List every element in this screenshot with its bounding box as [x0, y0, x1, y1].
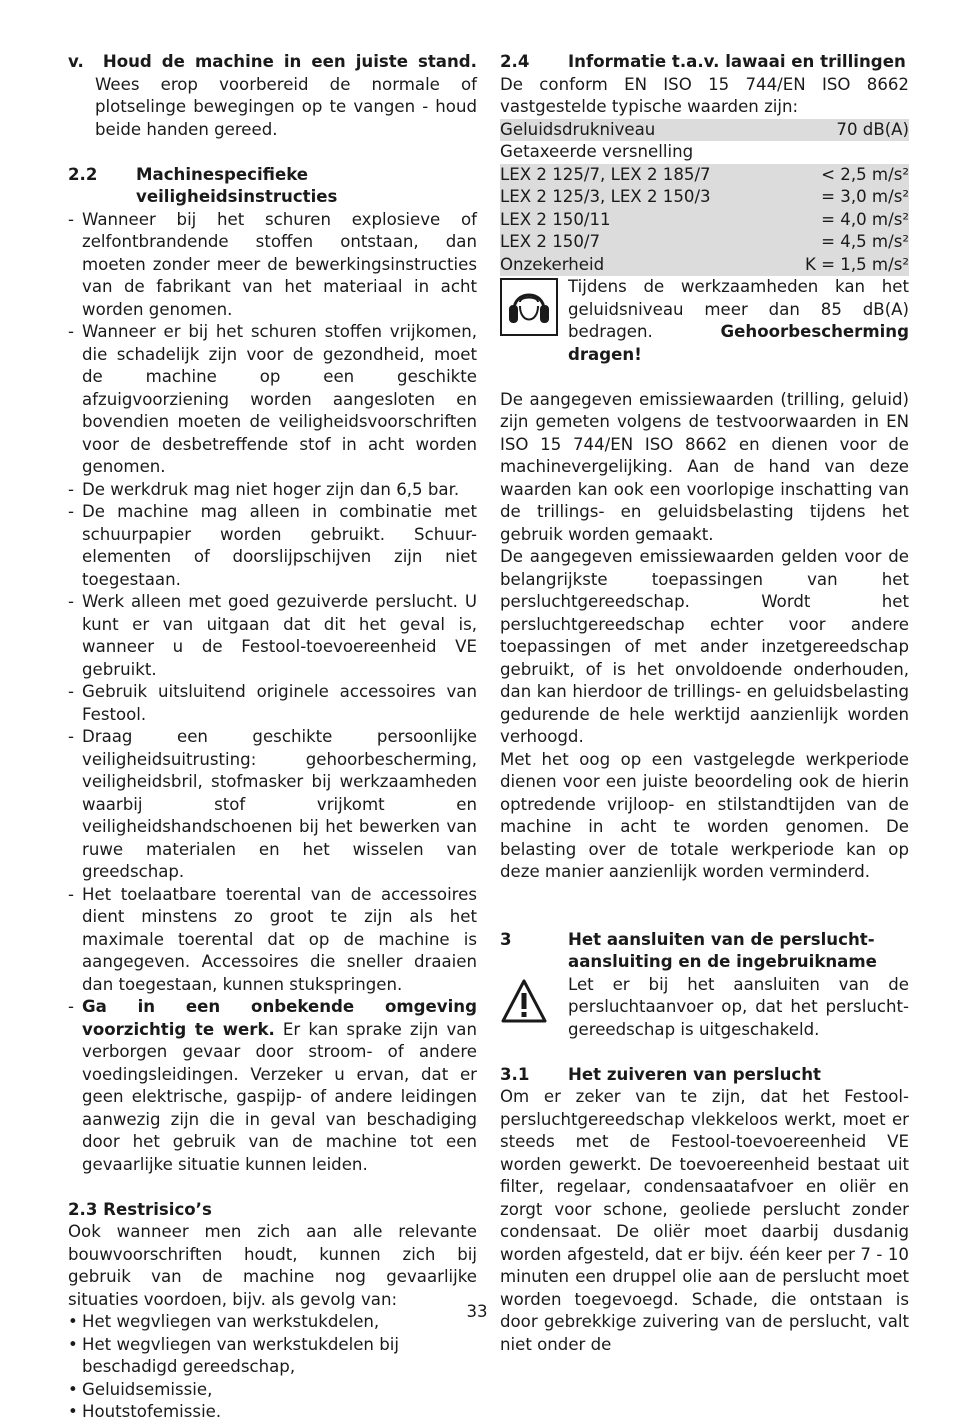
warning-note	[500, 974, 909, 1042]
table-row	[500, 209, 909, 232]
table-row	[500, 119, 909, 142]
list-item: • Geluidsemissie,	[68, 1379, 477, 1402]
table-row	[500, 186, 909, 209]
list-item: - De werkdruk mag niet hoger zijn dan 6,5 bar.	[68, 479, 477, 502]
table-cell-value: = 4,5 m/s²	[774, 231, 909, 254]
hearing-note-text	[568, 276, 909, 366]
hearing-note-bold: Gehoorbescherming dragen!	[568, 322, 909, 364]
section-number: 3.1	[500, 1064, 530, 1084]
section-3-heading	[500, 929, 909, 974]
table-row	[500, 164, 909, 187]
section-number: 2.4	[500, 52, 530, 71]
item-v	[68, 51, 477, 141]
hearing-note-body: Tijdens de werkzaamheden kan het geluidsniveau meer dan 85 dB(A) bedragen.	[568, 277, 909, 341]
list-item: • Houtstofemissie.	[68, 1401, 477, 1424]
table-cell-value: 70 dB(A)	[774, 119, 909, 142]
item-v-bold: Houd de machine in een juiste stand.	[102, 52, 477, 71]
list-item-bold: Ga in een onbekende omgeving voorzichtig te werk.	[82, 997, 477, 1039]
section-3-1-heading	[500, 1064, 909, 1087]
ear-protection-icon	[500, 278, 558, 336]
section-number: 3	[500, 929, 512, 949]
page-number: 33	[466, 1302, 488, 1321]
table-cell-label: Geluidsdrukniveau	[500, 119, 774, 142]
section-title: Machinespecifieke veiligheidsinstructies	[136, 164, 338, 206]
section-2-4-intro: De conform EN ISO 15 744/EN ISO 8662 vastgestelde typische waarden zijn:	[500, 74, 909, 116]
section-2-3-heading: 2.3 Restrisico’s	[68, 1199, 212, 1219]
right-column	[500, 51, 909, 1356]
risk-list	[68, 1311, 477, 1424]
left-column	[68, 51, 477, 1424]
safety-list	[68, 209, 477, 1177]
section-3-1-text: Om er zeker van te zijn, dat het Festool-persluchtgereedschap vlekkeloos werkt, moet er steeds met de Festool-toevoereenheid VE worden gewerkt. De toevoereenheid bestaat uit filter, regelaar, condensaatafvoer en oliër en zorgt voor schone, geoliede perslucht zonder condensaat. De oliër moet daarbij dusdanig worden afgesteld, dat er bijv. één keer per 7 - 10 minuten een druppel olie aan de perslucht moet worden toegevoegd. Schade, die ontstaan is door gebrekkige zuivering van de perslucht, valt niet onder de	[500, 1087, 909, 1354]
section-title: Informatie t.a.v. lawaai en trillingen	[568, 52, 906, 71]
section-2-4-heading	[500, 51, 909, 74]
hearing-note	[500, 276, 909, 366]
list-item: - Wanneer bij het schuren explosieve of zelfontbrandende stoffen ontstaan, dan moeten zonder meer de bewerkingsinstructies van de fabrikant van het materiaal in acht worden genomen.	[68, 209, 477, 322]
section-number: 2.2	[68, 164, 98, 184]
paragraph: Met het oog op een vastgelegde werkperiode dienen voor een juiste beoordeling ook de hierin optredende vrijloop- en stilstandtijden van de machine in acht te worden genomen. De belasting over de totale werkperiode kan op deze manier aanzienlijk worden verminderd.	[500, 749, 909, 881]
list-item: - De machine mag alleen in combinatie met schuurpapier worden gebruikt. Schuur-elementen of doorslijpschijven zijn niet toegestaan.	[68, 501, 477, 591]
item-v-label: v.	[68, 52, 84, 71]
table-row	[500, 231, 909, 254]
section-title: Het zuiveren van perslucht	[568, 1064, 821, 1084]
paragraph: De aangegeven emissiewaarden (trilling, geluid) zijn gemeten volgens de testvoorwaarden in EN ISO 15 744/EN ISO 8662 en dienen voor de machinevergelijking. Aan de hand van deze waarden kan ook een voorlopige inschatting van de trillings- en geluidsbelasting tijdens het gebruik worden gemaakt.	[500, 389, 909, 544]
values-table	[500, 119, 909, 277]
list-item: - Gebruik uitsluitend originele accessoires van Festool.	[68, 681, 477, 726]
table-cell-label: Getaxeerde versnelling	[500, 142, 694, 161]
list-item: • Het wegvliegen van werkstukdelen bij beschadigd gereedschap,	[68, 1334, 477, 1379]
table-row	[500, 141, 909, 164]
list-item-text: Er kan sprake zijn van verborgen gevaar door stroom- of andere voedingsleidingen. Verzeker u ervan, dat er geen elektrische, gaspijp- of andere leidingen aanwezig zijn die in geval van beschadiging door het gebruik van de machine tot een gevaarlijke situatie kunnen leiden.	[82, 1019, 477, 1174]
list-item: - Wanneer er bij het schuren stoffen vrijkomen, die schadelijk zijn voor de gezondheid, moet de machine op een geschikte afzuigvoorziening worden aangesloten en bovendien moeten de veiligheidsvoorschriften voor de desbetreffende stof in acht worden genomen.	[68, 321, 477, 479]
list-item: - Het toelaatbare toerental van de accessoires dient minstens zo groot te zijn als het maximale toerental dat op de machine is aangegeven. Accessoires die sneller draaien dan toegestaan, kunnen stukspringen.	[68, 884, 477, 997]
warning-text: Let er bij het aansluiten van de persluchtaanvoer op, dat het perslucht-gereedschap is uitgeschakeld.	[568, 974, 909, 1039]
list-item: • Het wegvliegen van werkstukdelen,	[68, 1311, 477, 1334]
warning-icon	[500, 978, 558, 1030]
table-cell-value: < 2,5 m/s²	[774, 164, 909, 187]
table-cell-value	[774, 141, 909, 164]
item-v-text: Wees erop voorbereid de normale of plotselinge bewegingen op te vangen - houd beide handen gereed.	[95, 74, 477, 139]
section-2-2-heading	[68, 164, 477, 209]
table-cell-label: LEX 2 150/7	[500, 231, 774, 254]
table-cell-label: LEX 2 125/3, LEX 2 150/3	[500, 186, 774, 209]
table-cell-label: Onzekerheid	[500, 254, 774, 277]
section-2-3-intro: Ook wanneer men zich aan alle relevante bouwvoorschriften houdt, kunnen zich bij gebruik van de machine nog gevaarlijke situaties voordoen, bijv. als gevolg van:	[68, 1222, 477, 1309]
table-row	[500, 254, 909, 277]
table-cell-value: = 4,0 m/s²	[774, 209, 909, 232]
list-item: - Werk alleen met goed gezuiverde perslucht. U kunt er van uitgaan dat dit het geval is, wanneer u de Festool-toevoereenheid VE gebruikt.	[68, 591, 477, 681]
paragraph: De aangegeven emissiewaarden gelden voor de belangrijkste toepassingen van het persluchtgereedschap. Wordt het persluchtgereedschap echter voor andere toepassingen of met ander inzetgereedschap gebruikt, of is het onvoldoende onderhouden, dan kan hierdoor de trillings- en geluidsbelasting gedurende de hele werktijd aanzienlijk worden verhoogd.	[500, 547, 909, 746]
table-cell-value: K = 1,5 m/s²	[774, 254, 909, 277]
table-cell-label: LEX 2 150/11	[500, 209, 774, 232]
table-cell-value: = 3,0 m/s²	[774, 186, 909, 209]
section-title: Het aansluiten van de perslucht-aansluiting en de ingebruikname	[568, 929, 877, 971]
table-cell-label: LEX 2 125/7, LEX 2 185/7	[500, 164, 774, 187]
list-item	[68, 996, 477, 1176]
list-item: - Draag een geschikte persoonlijke veiligheidsuitrusting: gehoorbescherming, veiligheidsbril, stofmasker bij werkzaamheden waarbij stof vrijkomt en veiligheidshandschoenen bij het bewerken van ruwe materialen en het wisselen van greedschap.	[68, 726, 477, 884]
